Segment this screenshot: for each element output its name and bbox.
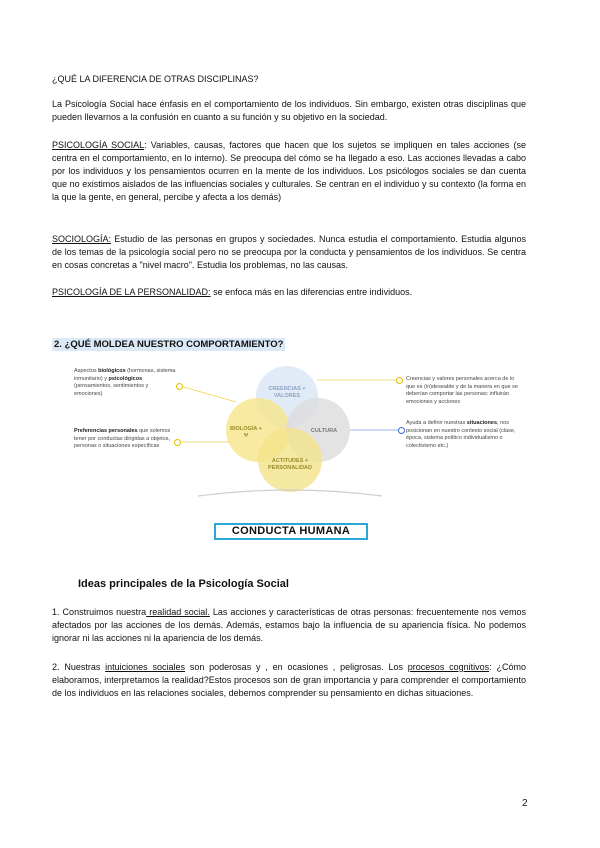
sociologia-paragraph: [52, 233, 526, 272]
psicologia-social-term: PSICOLOGÍA SOCIAL: [52, 140, 145, 150]
realidad-social-term: realidad social.: [146, 607, 210, 617]
section-heading-ideas: Ideas principales de la Psicología Social: [78, 578, 289, 590]
personalidad-paragraph: [52, 286, 526, 299]
label-cultura: CULTURA: [310, 428, 338, 434]
dot-top-right: [396, 377, 403, 384]
sociologia-term: SOCIOLOGÍA:: [52, 234, 112, 244]
psicologia-social-text: : Variables, causas, factores que hacen que los sujetos se impliquen en tales acciones (se centra en el comportamiento, en lo interno). Se preocupa del cómo se ha llegado a eso. Las acciones llevadas a cabo por los individuos y los pensamientos ocurren en la mente de los individuos. Los psicólogos sociales se dan cuenta que no existimos aislados de las influencias sociales y culturales. Se centran en el individuo y su contexto (la forma en la que la gente, en general, percibe y afecta a los demás): [52, 140, 526, 202]
dot-mid-right: [398, 427, 405, 434]
page-number: 2: [522, 798, 528, 809]
sociologia-text: Estudio de las personas en grupos y sociedades. Nunca estudia el comportamiento. Estudia algunos de los temas de la psicología social pero no se preocupa por la conducta y pensamientos de los individuos. Se centra en cosas concretas a "nivel macro". Estudia los problemas, no las causas.: [52, 234, 526, 270]
idea-paragraph-1: 1. Construimos nuestra realidad social. Las acciones y características de otras personas: frecuentemente nos vemos afectados por las acciones de los demás. Además, estamos bajo la influencia de su apariencia física. No podemos ignorar ni las acciones ni la apariencia de los demás.: [52, 607, 527, 643]
venn-diagram: [60, 360, 540, 550]
procesos-cognitivos-term: procesos cognitivos: [407, 662, 490, 672]
annotation-biologicos: Aspectos biológicos (hormonas, sistema inmunitario) y psicológicos (pensamientos, sentimientos y emociones): [74, 368, 176, 397]
intuiciones-sociales-term: intuiciones sociales: [105, 662, 186, 672]
conducta-humana-box: CONDUCTA HUMANA: [214, 523, 368, 540]
label-biologia: BIOLOGÍA + Ψ: [230, 426, 262, 439]
annotation-cultura: Ayuda a definir nuestras situaciones, nos posicionan en nuestro contexto social (clase, época, sistema político individualismo o colectivismo etc.): [406, 420, 516, 449]
label-creencias: CREENCIAS + VALORES: [268, 386, 306, 399]
dot-mid-left: [174, 439, 181, 446]
psicologia-social-paragraph: [52, 139, 526, 204]
section-heading-disciplinas: ¿QUÉ LA DIFERENCIA DE OTRAS DISCIPLINAS?: [52, 74, 259, 84]
intro-paragraph: La Psicología Social hace énfasis en el comportamiento de los individuos. Sin embargo, existen otras disciplinas que pueden llevarnos a la confusión en cuanto a su función y su objetivo en la sociedad.: [52, 99, 526, 122]
personalidad-text: se enfoca más en las diferencias entre individuos.: [210, 287, 413, 297]
annotation-creencias: Creencias y valores personales acerca de lo que es (in)deseable y de la manera en que se deberían comportar las personas: influirán emociones y acciones: [406, 376, 518, 405]
personalidad-term: PSICOLOGÍA DE LA PERSONALIDAD:: [52, 287, 211, 297]
idea-paragraph-2: 2. Nuestras intuiciones sociales son poderosas y , en ocasiones , peligrosas. Los procesos cognitivos: ¿Cómo elaboramos, interpretamos la realidad?Estos procesos son de gran importancia y para comprender el comportamiento de los individuos en las relaciones sociales, debemos comprender su pensamiento en dichas situaciones.: [52, 662, 526, 698]
section-heading-comportamiento: 2. ¿QUÉ MOLDEA NUESTRO COMPORTAMIENTO?: [54, 339, 284, 350]
label-actitudes: ACTITUDES + PERSONALIDAD: [267, 458, 312, 471]
annotation-preferencias: Preferencias personales que solemos tener por conductas dirigidas a objetos, personas o situaciones específicas: [74, 428, 171, 449]
